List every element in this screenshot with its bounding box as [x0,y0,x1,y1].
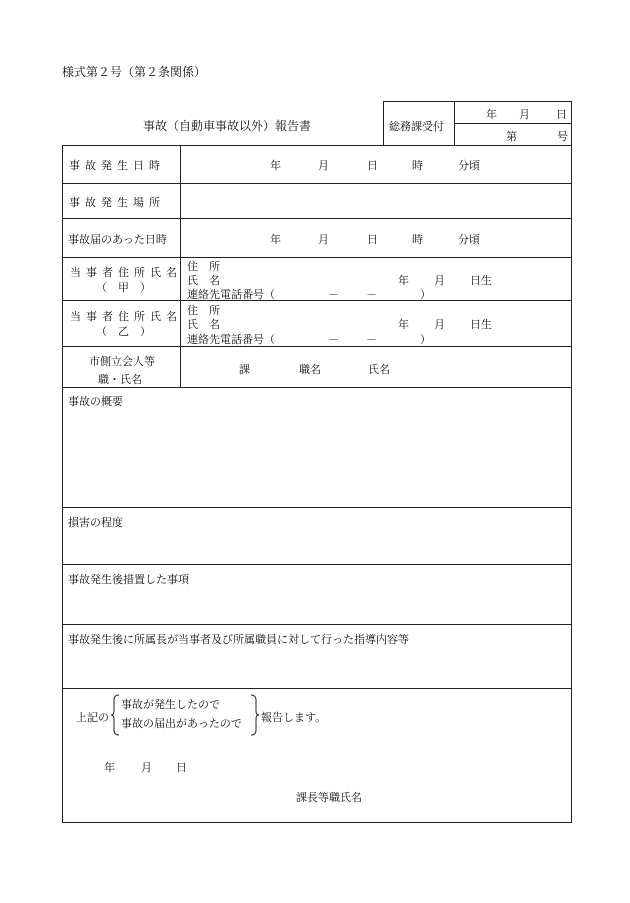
party-b-phone[interactable]: 連絡先電話番号（ [187,333,275,346]
party-a-birth-day[interactable]: 日生 [470,274,492,287]
occurrence-hour[interactable]: 時 [412,159,423,172]
damage-label: 損害の程度 [68,516,123,529]
reception-day: 日 [556,108,567,121]
party-b-birth-month[interactable]: 月 [434,318,445,331]
witness-section[interactable]: 課 [239,363,250,376]
party-a-birth-year[interactable]: 年 [398,274,409,287]
party-a-sub: （ 甲 ） [96,281,151,294]
signature-label: 課長等職氏名 [296,791,362,804]
guidance-label: 事故発生後に所属長が当事者及び所属職員に対して行った指導内容等 [68,633,409,646]
party-b-phone-dash2: － [366,333,377,346]
footer-option-reported[interactable]: 事故の届出があったので [121,717,242,730]
witness-sub: 職・氏名 [98,373,142,386]
occurrence-minute[interactable]: 分頃 [458,159,480,172]
report-datetime-label: 事故届のあった日時 [68,233,167,246]
summary-field[interactable] [64,410,569,505]
report-hour[interactable]: 時 [412,233,423,246]
reception-label: 総務課受付 [389,120,444,133]
party-a-label: 当事者住所氏名 [70,266,182,279]
left-brace-icon [110,694,120,736]
form-number: 様式第２号（第２条関係） [62,65,207,79]
measures-field[interactable] [64,587,569,622]
reception-number-prefix: 第 [506,130,517,143]
footer-day[interactable]: 日 [176,761,187,774]
occurrence-datetime-label: 事故発生日時 [69,159,165,172]
party-b-name[interactable]: 氏 名 [187,318,220,331]
party-b-label: 当事者住所氏名 [70,310,182,323]
occurrence-year[interactable]: 年 [270,159,281,172]
occurrence-place-label: 事故発生場所 [69,196,165,209]
party-b-sub: （ 乙 ） [96,325,151,338]
signature-field[interactable] [370,786,560,804]
footer-option-occurred[interactable]: 事故が発生したので [121,698,220,711]
reception-month: 月 [519,108,530,121]
party-b-address[interactable]: 住 所 [187,304,220,317]
report-minute[interactable]: 分頃 [458,233,480,246]
report-day[interactable]: 日 [367,233,378,246]
witness-name[interactable]: 氏名 [368,363,390,376]
form-title: 事故（自動車事故以外）報告書 [143,119,312,133]
party-b-birth-day[interactable]: 日生 [470,318,492,331]
footer-prefix: 上記の [76,711,109,724]
witness-label: 市側立会人等 [89,355,155,368]
party-b-phone-dash1: － [328,333,339,346]
party-a-address[interactable]: 住 所 [187,260,220,273]
measures-label: 事故発生後措置した事項 [68,573,189,586]
occurrence-day[interactable]: 日 [367,159,378,172]
party-a-phone-dash1: － [328,288,339,301]
footer-year[interactable]: 年 [104,761,115,774]
report-month[interactable]: 月 [318,233,329,246]
right-brace-icon [250,694,260,736]
occurrence-place-field[interactable] [182,185,569,217]
damage-field[interactable] [64,530,569,562]
party-a-birth-month[interactable]: 月 [434,274,445,287]
party-b-phone-close: ） [420,333,431,346]
reception-number-suffix: 号 [557,130,568,143]
footer-suffix: 報告します。 [261,711,327,724]
occurrence-month[interactable]: 月 [318,159,329,172]
report-year[interactable]: 年 [270,233,281,246]
party-a-phone[interactable]: 連絡先電話番号（ [187,288,275,301]
footer-month[interactable]: 月 [141,761,152,774]
party-a-phone-dash2: － [366,288,377,301]
party-a-phone-close: ） [420,288,431,301]
reception-year: 年 [486,108,497,121]
witness-position[interactable]: 職名 [299,363,321,376]
guidance-field[interactable] [64,647,569,686]
party-b-birth-year[interactable]: 年 [398,318,409,331]
party-a-name[interactable]: 氏 名 [187,274,220,287]
summary-label: 事故の概要 [68,395,123,408]
